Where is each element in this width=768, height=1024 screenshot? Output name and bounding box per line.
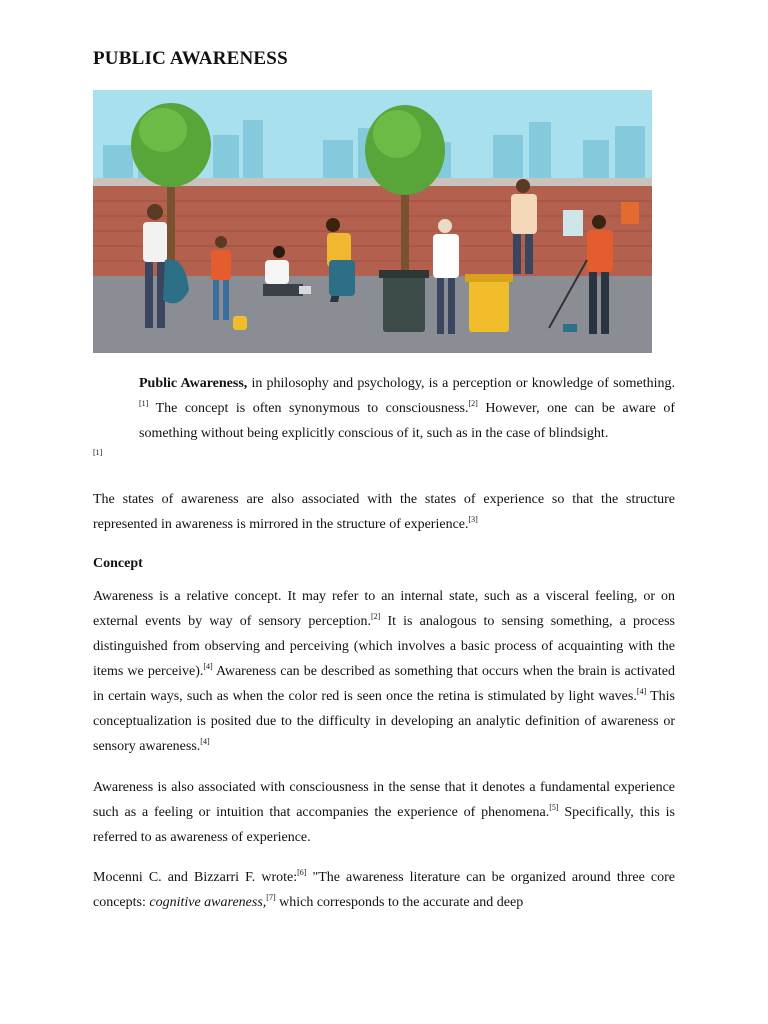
paragraph-consciousness: Awareness is also associated with consciousness in the sense that it denotes a fundamental experience such as a feeling or intuition that accompanies the experience of phenomena.[5] Specifically, this is referred to as awareness of experience. <box>93 780 675 845</box>
ref-link[interactable]: [4] <box>203 662 213 671</box>
term-cognitive-awareness: cognitive awareness, <box>149 895 267 910</box>
paragraph-intro <box>93 371 675 460</box>
ref-link[interactable]: [4] <box>200 737 210 746</box>
ref-link[interactable]: [5] <box>549 803 559 812</box>
ref-link[interactable]: [1] <box>93 448 103 457</box>
page-title: PUBLIC AWARENESS <box>93 48 288 69</box>
paragraph-states: The states of awareness are also associated with the states of experience so that the structure represented in awareness is mirrored in the structure of experience.[3] <box>93 492 675 532</box>
section-heading-concept: Concept <box>93 556 143 571</box>
term-public-awareness: Public Awareness, <box>139 376 248 391</box>
ref-link[interactable]: [2] <box>468 399 478 408</box>
ref-link[interactable]: [4] <box>636 687 647 696</box>
intro-text: Public Awareness, in philosophy and psychology, is a perception or knowledge of something.[1] The concept is often synonymous to consciousness.[2] However, one can be aware of something without being explicitly conscious of it, such as in the case of blindsight. <box>139 376 675 441</box>
ref-link[interactable]: [2] <box>371 612 381 621</box>
ref-link[interactable]: [1] <box>139 399 149 408</box>
ref-link[interactable]: [6] <box>297 868 307 877</box>
ref-link[interactable]: [3] <box>468 515 478 524</box>
community-cleanup-illustration <box>93 90 652 353</box>
paragraph-mocenni: Mocenni C. and Bizzarri F. wrote:[6] "The awareness literature can be organized around three core concepts: cognitive awareness,[7] which corresponds to the accurate and deep <box>93 868 675 910</box>
paragraph-concept: Awareness is a relative concept. It may refer to an internal state, such as a visceral feeling, or on external events by way of sensory perception.[2] It is analogous to sensing something, a process distinguished from observing and perceiving (which involves a basic process of acquainting with the items we perceive).[4] Awareness can be described as something that occurs when the brain is activated in certain ways, such as when the color red is seen once the retina is stimulated by light waves.[4] This conceptualization is posited due to the difficulty in developing an analytic definition of awareness or sensory awareness.[4] <box>93 589 676 754</box>
ref-link[interactable]: [7] <box>266 893 276 902</box>
